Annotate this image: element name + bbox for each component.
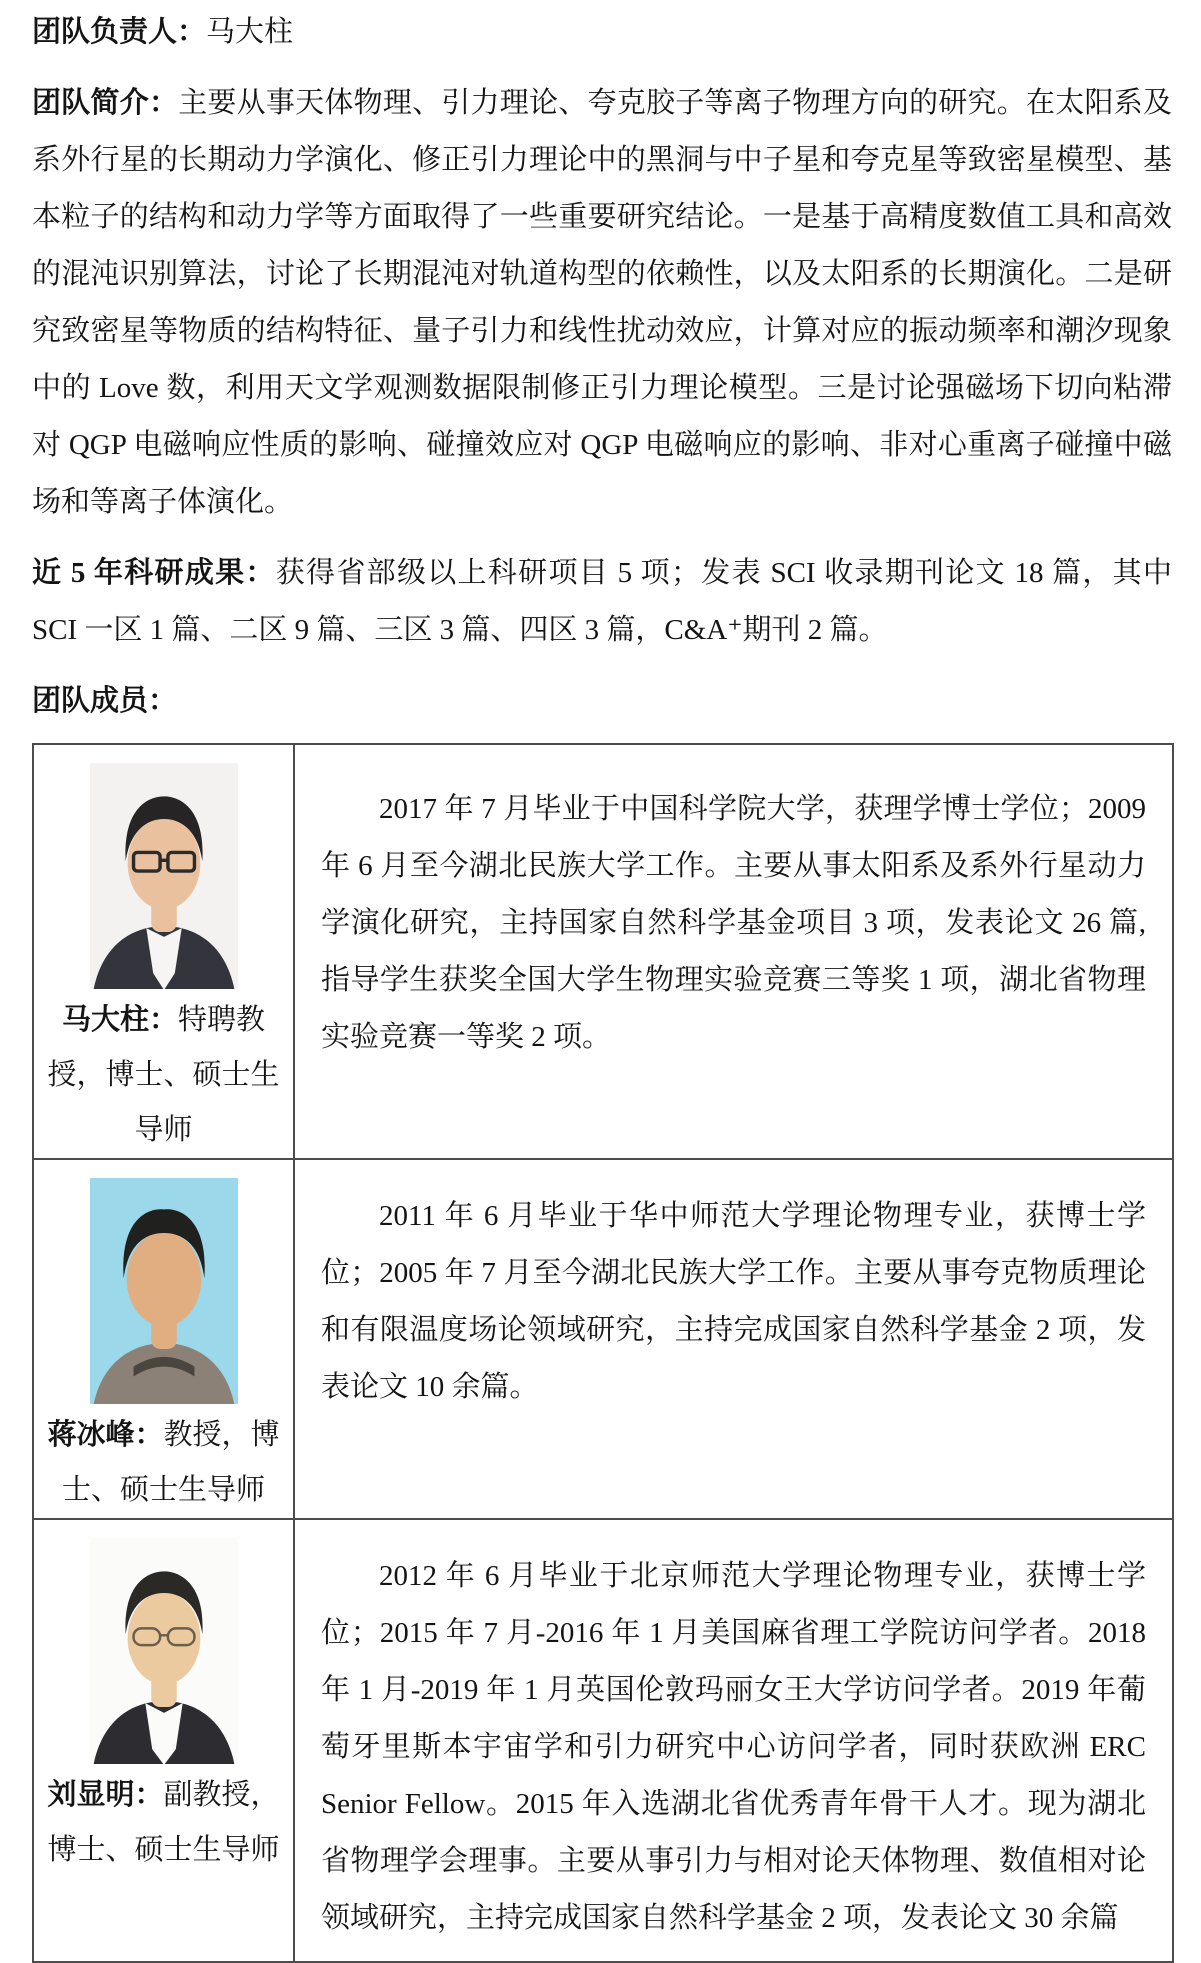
member-bio: 2017 年 7 月毕业于中国科学院大学，获理学博士学位；2009 年 6 月至今湖北民族大学工作。主要从事太阳系及系外行星动力学演化研究，主持国家自然科学基金项目 3 项，发表论文 26 篇,指导学生获奖全国大学生物理实验竞赛三等奖 1 项，湖北省物理实验竞赛一等奖 2 项。: [321, 793, 1146, 1053]
member-name: 马大柱：: [61, 1004, 178, 1036]
team-leader-name: 马大柱: [206, 16, 294, 48]
achievements-text: 获得省部级以上科研项目 5 项；发表 SCI 收录期刊论文 18 篇，其中 SCI 一区 1 篇、二区 9 篇、三区 3 篇、四区 3 篇，C&A⁺期刊 2 篇。: [32, 557, 1172, 646]
member-title: 副教授，博士、硕士生导师: [47, 1779, 280, 1866]
member-3-photo-cell: [33, 1519, 294, 1962]
table-row-member-2: [33, 1159, 1173, 1519]
table-row-member-1: [33, 744, 1173, 1159]
member-2-bio-cell: [294, 1159, 1173, 1519]
achievements-paragraph: [32, 545, 1172, 659]
member-3-portrait-photo: [90, 1538, 238, 1764]
member-title: 教授，博士、硕士生导师: [61, 1419, 280, 1506]
team-members-heading: [32, 673, 1172, 730]
member-name: 蒋冰峰：: [47, 1419, 164, 1451]
member-3-name-title: [34, 1768, 293, 1878]
member-name: 刘显明：: [47, 1779, 164, 1811]
member-bio: 2012 年 6 月毕业于北京师范大学理论物理专业，获博士学位；2015 年 7 月-2016 年 1 月美国麻省理工学院访问学者。2018 年 1 月-2019 年 1 月英国伦敦玛丽女王大学访问学者。2019 年葡萄牙里斯本宇宙学和引力研究中心访问学者，同时获欧洲 ERC Senior Fellow。2015 年入选湖北省优秀青年骨干人才。现为湖北省物理学会理事。主要从事引力与相对论天体物理、数值相对论领域研究，主持完成国家自然科学基金 2 项，发表论文 30 余篇: [321, 1560, 1146, 1934]
team-leader-line: [32, 4, 1172, 61]
member-1-bio-cell: [294, 744, 1173, 1159]
member-1-name-title: [34, 993, 293, 1158]
member-title: 特聘教授，博士、硕士生导师: [47, 1004, 280, 1146]
person-portrait-icon: [90, 1538, 238, 1764]
team-members-label: 团队成员：: [32, 685, 178, 717]
member-3-bio-cell: [294, 1519, 1173, 1962]
team-intro-text: 主要从事天体物理、引力理论、夸克胶子等离子物理方向的研究。在太阳系及系外行星的长期动力学演化、修正引力理论中的黑洞与中子星和夸克星等致密星模型、基本粒子的结构和动力学等方面取得了一些重要研究结论。一是基于高精度数值工具和高效的混沌识别算法，讨论了长期混沌对轨道构型的依赖性，以及太阳系的长期演化。二是研究致密星等物质的结构特征、量子引力和线性扰动效应，计算对应的振动频率和潮汐现象中的 Love 数，利用天文学观测数据限制修正引力理论模型。三是讨论强磁场下切向粘滞对 QGP 电磁响应性质的影响、碰撞效应对 QGP 电磁响应的影响、非对心重离子碰撞中磁场和等离子体演化。: [32, 87, 1172, 518]
table-row-member-3: [33, 1519, 1173, 1962]
achievements-label: 近 5 年科研成果：: [32, 557, 276, 589]
member-bio: 2011 年 6 月毕业于华中师范大学理论物理专业，获博士学位；2005 年 7 月至今湖北民族大学工作。主要从事夸克物质理论和有限温度场论领域研究，主持完成国家自然科学基金 2 项，发表论文 10 余篇。: [321, 1200, 1146, 1403]
member-1-portrait-photo: [90, 763, 238, 989]
member-2-portrait-photo: [90, 1178, 238, 1404]
person-portrait-icon: [90, 763, 238, 989]
team-intro-paragraph: [32, 75, 1172, 531]
member-1-photo-cell: [33, 744, 294, 1159]
team-intro-label: 团队简介：: [32, 87, 179, 119]
members-table: [32, 743, 1174, 1963]
member-2-photo-cell: [33, 1159, 294, 1519]
member-2-name-title: [34, 1408, 293, 1518]
team-leader-label: 团队负责人：: [32, 16, 207, 48]
person-portrait-icon: [90, 1178, 238, 1404]
